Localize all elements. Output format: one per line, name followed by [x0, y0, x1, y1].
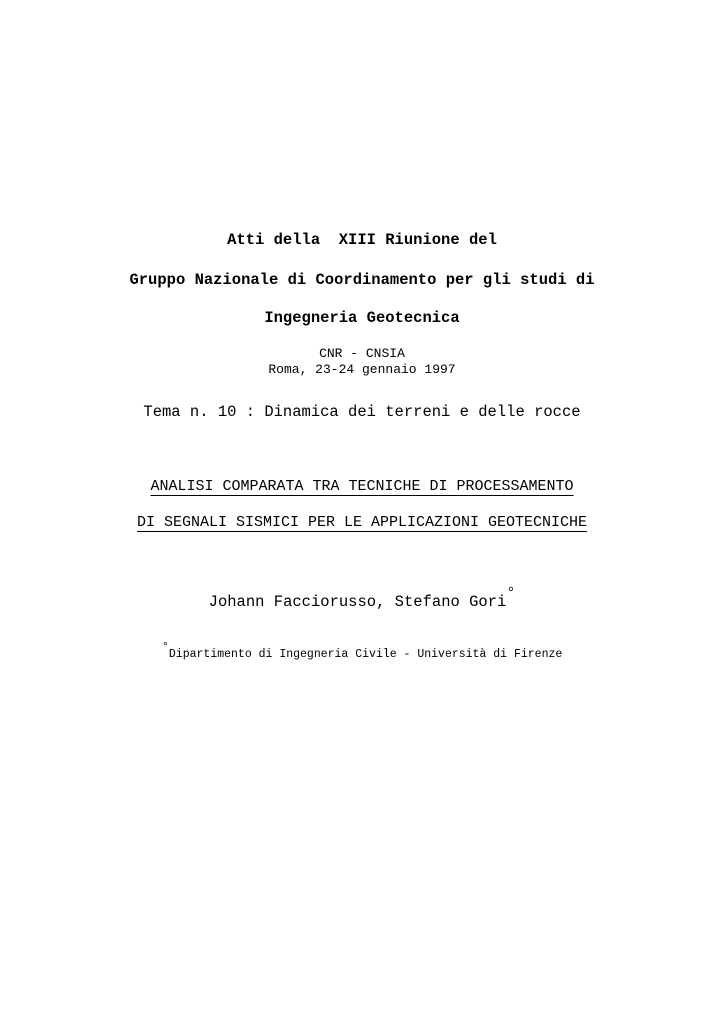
tema-line: Tema n. 10 : Dinamica dei terreni e delle rocce [143, 403, 581, 421]
author-names: Johann Facciorusso, Stefano Gori [208, 593, 507, 612]
header-line-2: Gruppo Nazionale di Coordinamento per gli studi di [129, 271, 595, 289]
header-line-1: Atti della XIII Riunione del [227, 231, 497, 249]
header-line-3: Ingegneria Geotecnica [264, 309, 460, 327]
conference-place-date: Roma, 23-24 gennaio 1997 [268, 362, 456, 377]
paper-title-line-1-text: ANALISI COMPARATA TRA TECNICHE DI PROCESSAMENTO [150, 478, 574, 495]
affiliation-text: Dipartimento di Ingegneria Civile - Università di Firenze [168, 647, 563, 661]
author-affiliation-mark: ° [506, 585, 516, 602]
affiliation-line [0, 642, 724, 661]
authors-line [0, 585, 724, 612]
affiliation-mark: ° [161, 640, 169, 654]
paper-title-line-1 [0, 478, 724, 495]
conference-org: CNR - CNSIA [319, 346, 405, 361]
paper-title-line-2 [0, 514, 724, 531]
paper-title-line-2-text: DI SEGNALI SISMICI PER LE APPLICAZIONI GEOTECNICHE [136, 514, 588, 531]
